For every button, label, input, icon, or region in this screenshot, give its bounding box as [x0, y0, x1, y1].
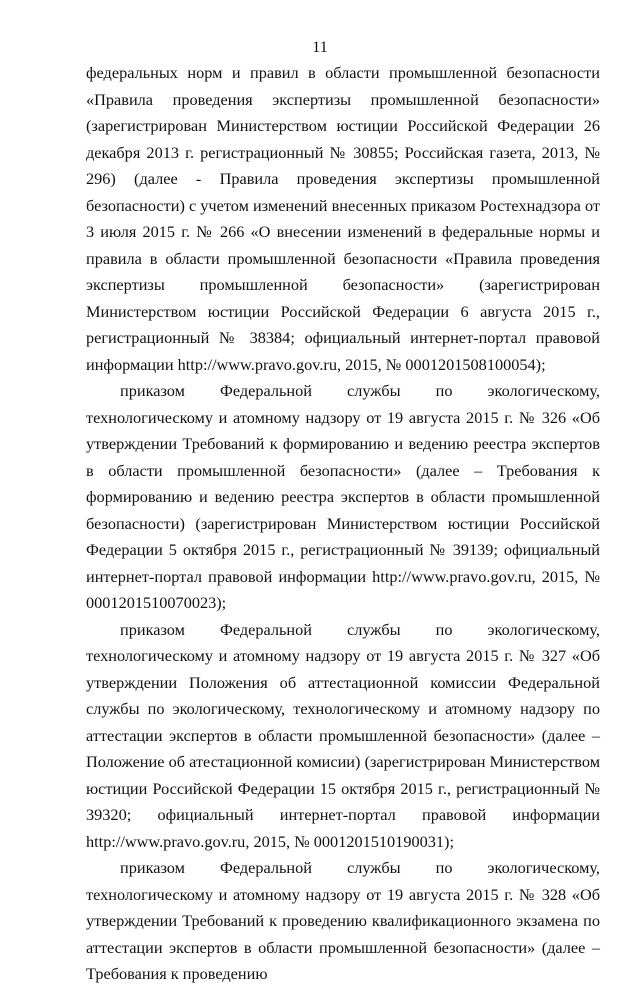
paragraph-order-328: приказом Федеральной службы по экологическому, технологическому и атомному надзору от 19 августа 2015 г. № 328 «Об утверждении Требований к проведению квалификационного экзамена по аттестации экспертов в области промышленной безопасности» (далее – Требования к проведению	[86, 858, 600, 983]
paragraph-rules-expertise: федеральных норм и правил в области промышленной безопасности «Правила проведения экспертизы промышленной безопасности» (зарегистрирован Министерством юстиции Российской Федерации 26 декабря 2013 г. регистрационный № 30855; Российская газета, 2013, № 296) (далее - Правила проведения экспертизы промышленной безопасности) с учетом изменений внесенных приказом Ростехнадзора от 3 июля 2015 г. № 266 «О внесении изменений в федеральные нормы и правила в области промышленной безопасности «Правила проведения экспертизы промышленной безопасности» (зарегистрирован Министерством юстиции Российской Федерации 6 августа 2015 г., регистрационный № 38384; официальный интернет-портал правовой информации http://www.pravo.gov.ru, 2015, № 0001201508100054);	[86, 63, 600, 374]
paragraph-order-326: приказом Федеральной службы по экологическому, технологическому и атомному надзору от 19 августа 2015 г. № 326 «Об утверждении Требований к формированию и ведению реестра экспертов в области промышленной безопасности» (далее – Требования к формированию и ведению реестра экспертов в области промышленной безопасности) (зарегистрирован Министерством юстиции Российской Федерации 5 октября 2015 г., регистрационный № 39139; официальный интернет-портал правовой информации http://www.pravo.gov.ru, 2015, № 0001201510070023);	[86, 381, 600, 612]
page-number: 11	[312, 39, 328, 56]
document-body	[86, 60, 600, 988]
paragraph-order-327: приказом Федеральной службы по экологическому, технологическому и атомному надзору от 19 августа 2015 г. № 327 «Об утверждении Положения об аттестационной комиссии Федеральной службы по экологическому, технологическому и атомному надзору по аттестации экспертов в области промышленной безопасности» (далее – Положение об атестационной комисии) (зарегистрирован Министерством юстиции Российской Федерации 15 октября 2015 г., регистрационный № 39320; официальный интернет-портал правовой информации http://www.pravo.gov.ru, 2015, № 0001201510190031);	[86, 619, 600, 851]
